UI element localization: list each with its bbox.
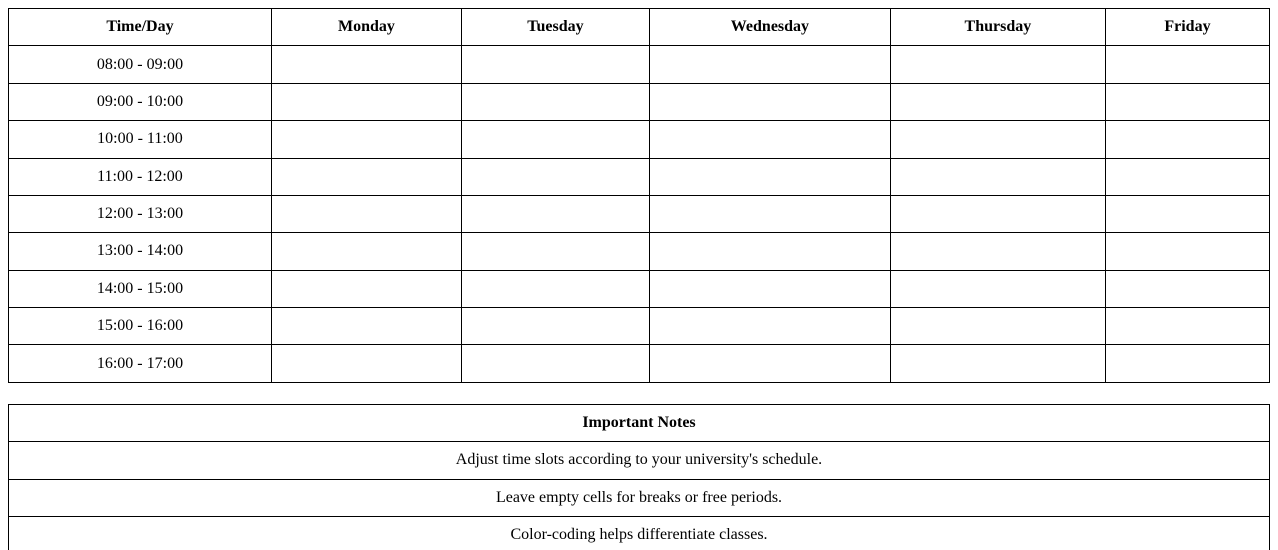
notes-title: Important Notes [9, 404, 1270, 441]
schedule-cell [649, 195, 890, 232]
schedule-cell [461, 195, 649, 232]
schedule-cell [890, 46, 1105, 83]
timetable-row-10-11 [9, 121, 1270, 158]
schedule-cell [890, 345, 1105, 382]
column-header-tuesday: Tuesday [461, 9, 649, 46]
timetable-row-12-13 [9, 195, 1270, 232]
schedule-cell [271, 345, 461, 382]
schedule-cell [461, 270, 649, 307]
time-slot-label: 11:00 - 12:00 [9, 158, 272, 195]
schedule-cell [271, 83, 461, 120]
note-row [9, 516, 1270, 550]
schedule-cell [649, 158, 890, 195]
schedule-cell [271, 233, 461, 270]
schedule-cell [271, 121, 461, 158]
note-row [9, 479, 1270, 516]
schedule-cell [461, 46, 649, 83]
time-slot-label: 10:00 - 11:00 [9, 121, 272, 158]
schedule-cell [890, 270, 1105, 307]
schedule-cell [271, 158, 461, 195]
timetable-row-13-14 [9, 233, 1270, 270]
note-item: Color-coding helps differentiate classes. [9, 516, 1270, 550]
schedule-cell [1105, 121, 1269, 158]
schedule-cell [1105, 270, 1269, 307]
time-slot-label: 08:00 - 09:00 [9, 46, 272, 83]
schedule-cell [1105, 83, 1269, 120]
schedule-cell [461, 158, 649, 195]
schedule-cell [890, 83, 1105, 120]
schedule-cell [890, 233, 1105, 270]
timetable-row-14-15 [9, 270, 1270, 307]
column-header-time-day: Time/Day [9, 9, 272, 46]
column-header-monday: Monday [271, 9, 461, 46]
timetable-row-16-17 [9, 345, 1270, 382]
schedule-cell [271, 270, 461, 307]
schedule-cell [649, 46, 890, 83]
note-row [9, 442, 1270, 479]
column-header-wednesday: Wednesday [649, 9, 890, 46]
important-notes-table [8, 404, 1270, 550]
schedule-cell [649, 233, 890, 270]
schedule-cell [649, 308, 890, 345]
schedule-cell [649, 270, 890, 307]
time-slot-label: 14:00 - 15:00 [9, 270, 272, 307]
note-item: Adjust time slots according to your university's schedule. [9, 442, 1270, 479]
schedule-cell [461, 308, 649, 345]
schedule-cell [1105, 46, 1269, 83]
notes-header-row [9, 404, 1270, 441]
schedule-cell [271, 195, 461, 232]
time-slot-label: 12:00 - 13:00 [9, 195, 272, 232]
schedule-cell [1105, 233, 1269, 270]
timetable-header-row [9, 9, 1270, 46]
time-slot-label: 13:00 - 14:00 [9, 233, 272, 270]
timetable-row-08-09 [9, 46, 1270, 83]
schedule-cell [1105, 195, 1269, 232]
schedule-cell [271, 308, 461, 345]
schedule-cell [271, 46, 461, 83]
weekly-timetable [8, 8, 1270, 383]
schedule-cell [890, 121, 1105, 158]
timetable-row-09-10 [9, 83, 1270, 120]
schedule-cell [649, 83, 890, 120]
time-slot-label: 16:00 - 17:00 [9, 345, 272, 382]
schedule-cell [890, 195, 1105, 232]
schedule-cell [890, 308, 1105, 345]
schedule-cell [890, 158, 1105, 195]
time-slot-label: 09:00 - 10:00 [9, 83, 272, 120]
schedule-cell [649, 121, 890, 158]
timetable-row-11-12 [9, 158, 1270, 195]
schedule-cell [461, 121, 649, 158]
time-slot-label: 15:00 - 16:00 [9, 308, 272, 345]
column-header-thursday: Thursday [890, 9, 1105, 46]
schedule-cell [461, 345, 649, 382]
schedule-cell [1105, 345, 1269, 382]
schedule-cell [649, 345, 890, 382]
note-item: Leave empty cells for breaks or free periods. [9, 479, 1270, 516]
schedule-cell [1105, 308, 1269, 345]
schedule-cell [461, 83, 649, 120]
column-header-friday: Friday [1105, 9, 1269, 46]
schedule-cell [1105, 158, 1269, 195]
schedule-cell [461, 233, 649, 270]
timetable-row-15-16 [9, 308, 1270, 345]
